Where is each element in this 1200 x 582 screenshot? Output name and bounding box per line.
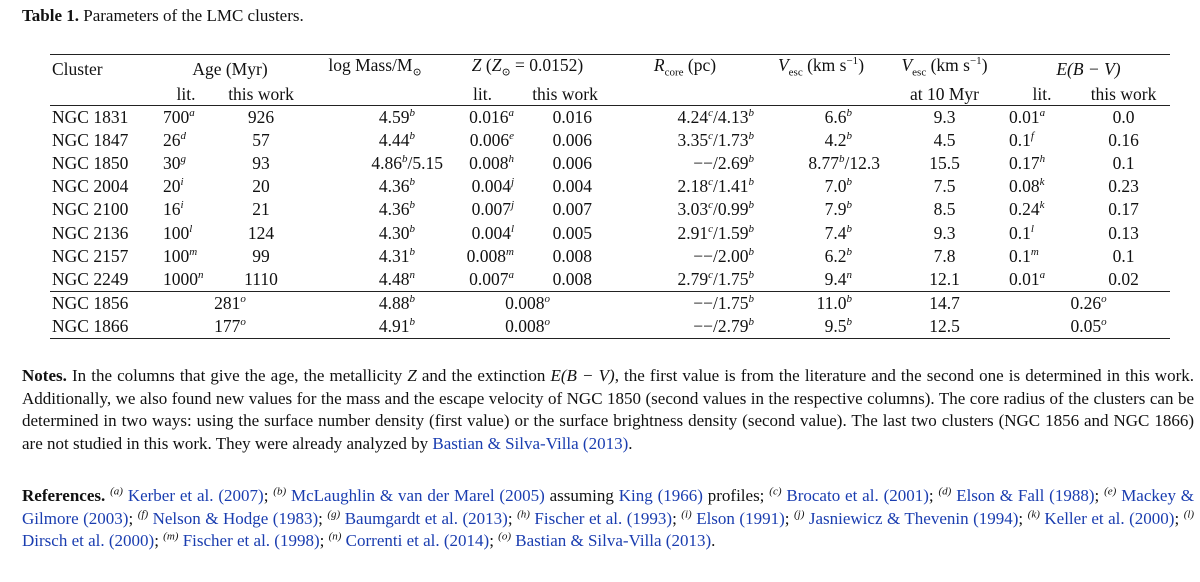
extinction: 0.05$^o$ bbox=[1007, 315, 1170, 339]
reference-link[interactable]: Baumgardt et al. (2013) bbox=[344, 508, 508, 528]
reference-key: (o) bbox=[498, 530, 511, 543]
parameters-table bbox=[50, 54, 1170, 339]
ebv-this-work: 0.16 bbox=[1108, 129, 1139, 150]
table-notes: Notes. In the columns that give the age, the metallicity Z and the extinction E(B − V), the first value is from the literature and the second one is determined in this work. Additionally, we also found new values for the mass and the escape velocity of NGC 1850 (second values in the respective columns). The core radius of the clusters can be determined in two ways: using the surface number density (first value) or the surface brightness density (second value). The last two clusters (NGC 1856 and NGC 1866) are not studied in this work. They were already analyzed by Bastian & Silva-Villa (2013). bbox=[22, 366, 1194, 453]
notes-text-3: , the first value is from the literature and the second one is determined in this work. Additionally, we also found new values for the mass and the escape velocity of NGC 1850 (second values in the respective columns). The core radius of the clusters can be determined in two ways: using the surface number density (first value) or the surface brightness density (second value). The last two clusters (NGC 1856 and NGC 1866) are not studied in this work. They were already analyzed by bbox=[22, 366, 1194, 453]
ebv-lit: 0.1$^l$ bbox=[1009, 222, 1034, 243]
reference-link[interactable]: Nelson & Hodge (1983) bbox=[152, 508, 319, 528]
header-extinction: E(B − V) bbox=[1007, 55, 1170, 84]
mass: 4.88$^b$ bbox=[305, 292, 445, 316]
reference-key: (n) bbox=[328, 530, 342, 543]
escape-velocity: 9.4$^n$ bbox=[824, 268, 852, 289]
z-lit: 0.008$^h$ bbox=[469, 152, 514, 173]
cluster-name: NGC 1847 bbox=[52, 129, 129, 150]
core-radius: 3.35$^c$/1.73$^b$ bbox=[677, 129, 754, 150]
cluster-name: NGC 2157 bbox=[52, 245, 129, 266]
reference-link[interactable]: Fischer et al. (1993) bbox=[534, 508, 673, 528]
subheader-row bbox=[50, 84, 1170, 106]
table-row bbox=[50, 292, 1170, 316]
table-references: References. $^{(a)}$ Kerber et al. (2007); $^{(b)}$ McLaughlin & van der Marel (2005) assuming King (1966) profiles; $^{(c)}$ Brocato et al. (2001); $^{(d)}$ Elson & Fall (1988); $^{(e)}$ Mackey & Gilmore (2003); $^{(f)}$ Nelson & Hodge (1983); $^{(g)}$ Baumgardt et al. (2013); $^{(h)}$ Fischer et al. (1993); $^{(i)}$ Elson (1991); $^{(j)}$ Jasniewicz & Thevenin (1994); $^{(k)}$ Keller et al. (2000); $^{(l)}$ Dirsch et al. (2000); $^{(m)}$ Fischer et al. (1998); $^{(n)}$ Correnti et al. (2014); $^{(o)}$ Bastian & Silva-Villa (2013). bbox=[22, 485, 1195, 551]
reference-link[interactable]: Bastian & Silva-Villa (2013) bbox=[515, 531, 712, 551]
table-row bbox=[50, 129, 1170, 152]
escape-velocity: 7.4$^b$ bbox=[824, 222, 852, 243]
cluster-name: NGC 2136 bbox=[52, 222, 129, 243]
reference-link[interactable]: McLaughlin & van der Marel (2005) bbox=[291, 486, 545, 505]
mass: 4.86$^b$/5.15 bbox=[371, 152, 443, 173]
table-row bbox=[50, 245, 1170, 268]
core-radius: −−/2.69$^b$ bbox=[693, 152, 754, 173]
z-this-work: 0.006 bbox=[552, 129, 592, 150]
escape-velocity-10myr: 4.5 bbox=[933, 129, 956, 150]
escape-velocity-10myr: 7.8 bbox=[933, 245, 956, 266]
table-caption-label: Table 1. bbox=[22, 6, 80, 25]
escape-velocity: 6.6$^b$ bbox=[824, 106, 852, 127]
escape-velocity: 7.0$^b$ bbox=[824, 176, 852, 197]
core-radius: 2.79$^c$/1.75$^b$ bbox=[677, 268, 754, 289]
reference-link[interactable]: Fischer et al. (1998) bbox=[182, 531, 320, 551]
ebv-this-work: 0.1 bbox=[1112, 245, 1135, 266]
metallicity: 0.008$^o$ bbox=[445, 315, 610, 339]
age-lit: 700$^a$ bbox=[163, 106, 195, 127]
cluster-name: NGC 2100 bbox=[52, 199, 129, 220]
ebv-lit: 0.1$^f$ bbox=[1009, 129, 1034, 150]
cluster-name: NGC 1866 bbox=[50, 315, 155, 339]
reference-key: (d) bbox=[938, 485, 952, 498]
header-cluster: Cluster bbox=[50, 55, 155, 84]
reference-key: (k) bbox=[1027, 507, 1040, 520]
z-lit: 0.007$^a$ bbox=[469, 268, 514, 289]
table-caption bbox=[22, 6, 304, 26]
cluster-name: NGC 1856 bbox=[50, 292, 155, 316]
age-lit: 20$^i$ bbox=[163, 176, 184, 197]
cluster-name: NGC 2004 bbox=[52, 176, 129, 197]
notes-citation-link[interactable]: Bastian & Silva-Villa (2013) bbox=[432, 433, 629, 453]
mass: 4.30$^b$ bbox=[378, 222, 415, 243]
reference-key: (j) bbox=[793, 507, 805, 520]
cluster-name: NGC 2249 bbox=[52, 268, 129, 289]
z-lit: 0.004$^j$ bbox=[471, 176, 514, 197]
mass: 4.36$^b$ bbox=[378, 199, 415, 220]
cluster-name: NGC 1850 bbox=[52, 152, 129, 173]
mass: 4.44$^b$ bbox=[378, 129, 415, 150]
reference-link[interactable]: Elson & Fall (1988) bbox=[956, 486, 1095, 505]
z-lit: 0.008$^m$ bbox=[466, 245, 514, 266]
ebv-lit: 0.24$^k$ bbox=[1009, 199, 1045, 220]
notes-text: In the columns that give the age, the metallicity bbox=[66, 366, 408, 385]
ebv-this-work: 0.1 bbox=[1112, 152, 1135, 173]
z-lit: 0.004$^l$ bbox=[471, 222, 514, 243]
z-lit: 0.016$^a$ bbox=[469, 106, 514, 127]
escape-velocity: 7.9$^b$ bbox=[824, 199, 852, 220]
ebv-this-work: 0.17 bbox=[1108, 199, 1139, 220]
reference-link[interactable]: King (1966) bbox=[618, 486, 703, 505]
age-lit: 16$^i$ bbox=[163, 199, 184, 220]
reference-link[interactable]: Keller et al. (2000) bbox=[1044, 508, 1175, 528]
escape-velocity-10myr: 9.3 bbox=[933, 106, 956, 127]
age-this-work: 21 bbox=[252, 199, 270, 220]
header-vesc10: $V_{esc}$ (km $s^{-1}$) bbox=[882, 55, 1007, 84]
core-radius: −−/2.79$^b$ bbox=[610, 315, 760, 339]
header-metallicity: Z $(Z_⊙ = 0.0152)$ bbox=[445, 55, 610, 84]
subheader-age-this-work: this work bbox=[217, 84, 305, 106]
z-this-work: 0.006 bbox=[552, 152, 592, 173]
age-this-work: 20 bbox=[252, 176, 270, 197]
escape-velocity-10myr: 9.3 bbox=[933, 222, 956, 243]
mass: 4.31$^b$ bbox=[378, 245, 415, 266]
subheader-z-lit: lit. bbox=[445, 84, 520, 106]
age-lit: 100$^l$ bbox=[163, 222, 193, 243]
header-vesc: $V_{esc}$ (km $s^{-1}$) bbox=[760, 55, 882, 84]
escape-velocity-10myr: 14.7 bbox=[882, 292, 1007, 316]
core-radius: −−/1.75$^b$ bbox=[610, 292, 760, 316]
reference-link[interactable]: Elson (1991) bbox=[696, 508, 785, 528]
age-this-work: 93 bbox=[252, 152, 270, 173]
reference-link[interactable]: Correnti et al. (2014) bbox=[345, 531, 490, 551]
header-mass: log Mass/$M_⊙$ bbox=[305, 55, 445, 84]
age-this-work: 57 bbox=[252, 129, 270, 150]
subheader-at-10-myr: at 10 Myr bbox=[882, 84, 1007, 106]
core-radius: 2.18$^c$/1.41$^b$ bbox=[677, 176, 754, 197]
age-this-work: 926 bbox=[247, 106, 275, 127]
escape-velocity: 4.2$^b$ bbox=[824, 129, 852, 150]
age-lit: 1000$^n$ bbox=[163, 268, 204, 289]
age: 281$^o$ bbox=[155, 292, 305, 316]
reference-key: (b) bbox=[273, 485, 287, 498]
age-lit: 26$^d$ bbox=[163, 129, 186, 150]
z-this-work: 0.016 bbox=[552, 106, 592, 127]
age: 177$^o$ bbox=[155, 315, 305, 339]
reference-link[interactable]: Brocato et al. (2001) bbox=[786, 486, 929, 505]
table-row bbox=[50, 175, 1170, 198]
reference-key: (h) bbox=[517, 507, 530, 520]
age-this-work: 1110 bbox=[244, 268, 278, 289]
reference-link[interactable]: Jasniewicz & Thevenin (1994) bbox=[808, 508, 1019, 528]
ebv-lit: 0.01$^a$ bbox=[1009, 268, 1046, 289]
subheader-e-this-work: this work bbox=[1077, 84, 1170, 106]
header-row bbox=[50, 55, 1170, 84]
escape-velocity: 6.2$^b$ bbox=[824, 245, 852, 266]
mass: 4.59$^b$ bbox=[378, 106, 415, 127]
reference-link[interactable]: Dirsch et al. (2000) bbox=[22, 531, 155, 551]
ebv-this-work: 0.0 bbox=[1112, 106, 1135, 127]
notes-text-2: and the extinction bbox=[416, 366, 551, 385]
escape-velocity: 11.0$^b$ bbox=[760, 292, 882, 316]
table-row bbox=[50, 198, 1170, 221]
core-radius: 3.03$^c$/0.99$^b$ bbox=[677, 199, 754, 220]
cluster-name: NGC 1831 bbox=[52, 106, 129, 127]
metallicity: 0.008$^o$ bbox=[445, 292, 610, 316]
header-rcore: $R_{core}$ (pc) bbox=[610, 55, 760, 84]
reference-key: (f) bbox=[137, 507, 149, 520]
core-radius: 2.91$^c$/1.59$^b$ bbox=[677, 222, 754, 243]
references-label: References. bbox=[22, 486, 106, 505]
subheader-e-lit: lit. bbox=[1007, 84, 1077, 106]
reference-key: (i) bbox=[681, 507, 692, 520]
escape-velocity-10myr: 12.1 bbox=[929, 268, 960, 289]
core-radius: −−/2.00$^b$ bbox=[693, 245, 754, 266]
table-row bbox=[50, 268, 1170, 292]
reference-key: (l) bbox=[1183, 507, 1195, 520]
z-lit: 0.007$^j$ bbox=[471, 199, 514, 220]
reference-link[interactable]: Mackey & Gilmore (2003) bbox=[22, 486, 1195, 528]
mass: 4.91$^b$ bbox=[305, 315, 445, 339]
escape-velocity-10myr: 12.5 bbox=[882, 315, 1007, 339]
escape-velocity-10myr: 8.5 bbox=[933, 199, 956, 220]
age-lit: 30$^g$ bbox=[163, 152, 186, 173]
mass: 4.48$^n$ bbox=[378, 268, 415, 289]
z-this-work: 0.007 bbox=[552, 199, 592, 220]
table-row bbox=[50, 105, 1170, 129]
age-lit: 100$^m$ bbox=[163, 245, 198, 266]
reference-key: (c) bbox=[769, 485, 782, 498]
reference-key: (m) bbox=[163, 530, 179, 543]
core-radius: 4.24$^c$/4.13$^b$ bbox=[677, 106, 754, 127]
reference-key: (a) bbox=[110, 485, 123, 498]
reference-key: (e) bbox=[1104, 485, 1117, 498]
reference-key: (g) bbox=[327, 507, 341, 520]
notes-label: Notes. bbox=[22, 366, 67, 385]
z-this-work: 0.008 bbox=[552, 245, 592, 266]
mass: 4.36$^b$ bbox=[378, 176, 415, 197]
z-this-work: 0.005 bbox=[552, 222, 592, 243]
table-row bbox=[50, 221, 1170, 244]
table-row bbox=[50, 315, 1170, 339]
escape-velocity-10myr: 7.5 bbox=[933, 176, 956, 197]
ebv-lit: 0.17$^h$ bbox=[1009, 152, 1046, 173]
escape-velocity-10myr: 15.5 bbox=[929, 152, 960, 173]
subheader-z-this-work: this work bbox=[520, 84, 610, 106]
z-this-work: 0.008 bbox=[552, 268, 592, 289]
table-caption-text: Parameters of the LMC clusters. bbox=[83, 6, 304, 25]
extinction: 0.26$^o$ bbox=[1007, 292, 1170, 316]
ebv-lit: 0.01$^a$ bbox=[1009, 106, 1046, 127]
ebv-lit: 0.1$^m$ bbox=[1009, 245, 1039, 266]
ebv-this-work: 0.13 bbox=[1108, 222, 1139, 243]
z-lit: 0.006e bbox=[469, 129, 514, 150]
age-this-work: 124 bbox=[247, 222, 275, 243]
z-this-work: 0.004 bbox=[552, 176, 592, 197]
reference-link[interactable]: Kerber et al. (2007) bbox=[127, 486, 264, 505]
table-row bbox=[50, 152, 1170, 175]
ebv-this-work: 0.02 bbox=[1108, 268, 1139, 289]
age-this-work: 99 bbox=[252, 245, 270, 266]
subheader-age-lit: lit. bbox=[155, 84, 217, 106]
ebv-lit: 0.08$^k$ bbox=[1009, 176, 1045, 197]
escape-velocity: 9.5$^b$ bbox=[760, 315, 882, 339]
notes-z: Z bbox=[407, 366, 417, 385]
header-age: Age (Myr) bbox=[155, 55, 305, 84]
ebv-this-work: 0.23 bbox=[1108, 176, 1139, 197]
notes-ebv: E(B − V) bbox=[550, 366, 615, 385]
escape-velocity: 8.77$^b$/12.3 bbox=[808, 152, 880, 173]
